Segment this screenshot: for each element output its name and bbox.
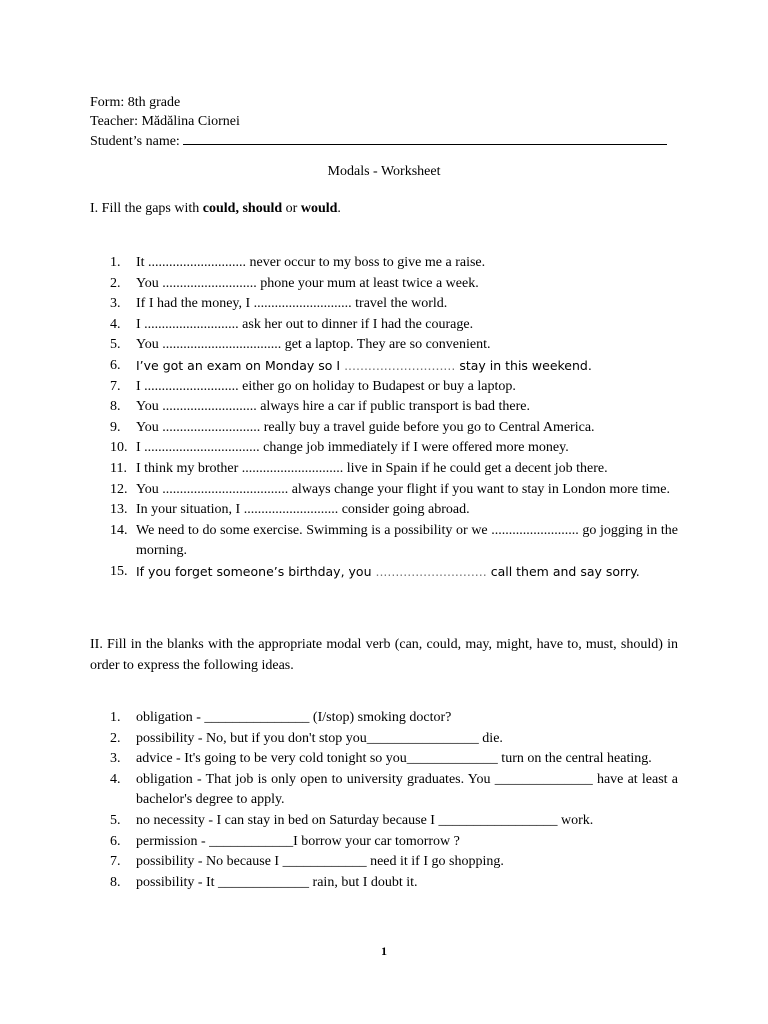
item-text [136, 562, 678, 583]
item-text: If I had the money, I ............................ travel the world. [136, 296, 448, 312]
item-number: 8. [110, 874, 121, 890]
list-item [110, 500, 678, 521]
list-item [110, 397, 678, 418]
item-number: 12. [110, 481, 128, 497]
item-number: 3. [110, 751, 121, 767]
item-number: 4. [110, 771, 121, 787]
item-text: You ........................... always hire a car if public transport is bad there. [136, 399, 530, 415]
item-text: obligation - _______________ (I/stop) smoking doctor? [136, 710, 452, 725]
item-number: 9. [110, 419, 121, 435]
list-item [110, 356, 678, 377]
item-text: permission - ____________I borrow your car tomorrow ? [136, 833, 460, 849]
item-number: 14. [110, 522, 128, 538]
item-number: 15. [110, 563, 128, 579]
item-number: 4. [110, 316, 121, 332]
item-text: It ............................ never occur to my boss to give me a raise. [136, 255, 486, 270]
list-item [110, 770, 678, 811]
item-number: 10. [110, 440, 128, 456]
list-item [110, 521, 678, 562]
list-item [110, 294, 678, 315]
list-item [110, 708, 678, 729]
item-text: I ................................. change job immediately if I were offered more money. [136, 440, 569, 456]
list-item [110, 749, 678, 770]
item-text-part: stay in this weekend. [455, 357, 592, 373]
item-text: You ............................ really buy a travel guide before you go to Central America. [136, 419, 595, 435]
student-name-label: Student’s name: [90, 134, 180, 149]
item-number: 2. [110, 275, 121, 291]
item-text: possibility - No, but if you don't stop you________________ die. [136, 730, 503, 746]
section1-instruction: I. Fill the gaps with could, should or would. [90, 201, 341, 216]
list-item [110, 315, 678, 336]
list-item [110, 418, 678, 439]
teacher-line: Teacher: Mădălina Ciornei [90, 114, 240, 129]
item-text: In your situation, I ........................... consider going abroad. [136, 502, 470, 518]
item-text: I ........................... either go on holiday to Budapest or buy a laptop. [136, 378, 516, 394]
item-number: 1. [110, 255, 121, 270]
item-text: possibility - No because I ____________ need it if I go shopping. [136, 854, 504, 870]
list-item [110, 480, 678, 501]
list-item [110, 377, 678, 398]
item-number: 13. [110, 502, 128, 518]
section1-list [110, 253, 678, 583]
list-item [110, 335, 678, 356]
item-text: obligation - That job is only open to university graduates. You ______________ have at least a bachelor's degree to apply. [136, 771, 678, 808]
item-text: advice - It's going to be very cold tonight so you_____________ turn on the central heating. [136, 751, 652, 767]
item-number: 6. [110, 833, 121, 849]
item-number: 1. [110, 710, 121, 725]
list-item [110, 852, 678, 873]
item-text-part: call them and say sorry. [486, 563, 640, 579]
worksheet-title: Modals - Worksheet [327, 164, 441, 179]
list-item [110, 873, 678, 894]
item-text: no necessity - I can stay in bed on Saturday because I _________________ work. [136, 812, 594, 828]
item-text: I ........................... ask her out to dinner if I had the courage. [136, 316, 474, 332]
form-line: Form: 8th grade [90, 95, 181, 110]
student-name-line [90, 131, 667, 151]
item-number: 5. [110, 337, 121, 353]
gap-dots: ............................ [375, 563, 487, 579]
item-number: 7. [110, 854, 121, 870]
page-number: 1 [381, 944, 387, 958]
item-text [136, 356, 678, 377]
item-number: 2. [110, 730, 121, 746]
item-text-part: I’ve got an exam on Monday so I [136, 357, 345, 373]
item-text: You .................................. get a laptop. They are so convenient. [136, 337, 491, 353]
list-item [110, 811, 678, 832]
item-text-part: If you forget someone’s birthday, you [136, 563, 376, 579]
gap-dots: ............................ [344, 357, 456, 373]
list-item [110, 832, 678, 853]
item-number: 3. [110, 296, 121, 312]
item-text: I think my brother ............................. live in Spain if he could get a decent job there. [136, 460, 608, 476]
section2-list [110, 708, 678, 893]
section2-instruction: II. Fill in the blanks with the appropriate modal verb (can, could, may, might, have to, must, should) in order to express the following ideas. [90, 637, 678, 673]
item-number: 7. [110, 378, 121, 394]
item-number: 8. [110, 399, 121, 415]
list-item [110, 459, 678, 480]
item-number: 6. [110, 357, 121, 373]
item-text: You ........................... phone your mum at least twice a week. [136, 275, 479, 291]
list-item [110, 253, 678, 274]
item-text: possibility - It _____________ rain, but I doubt it. [136, 874, 418, 890]
student-name-blank[interactable] [183, 131, 667, 145]
list-item [110, 562, 678, 583]
item-text: We need to do some exercise. Swimming is a possibility or we ......................... go jogging in the morning. [136, 522, 678, 559]
header-block [90, 93, 667, 151]
list-item [110, 438, 678, 459]
item-number: 5. [110, 812, 121, 828]
item-number: 11. [110, 460, 127, 476]
list-item [110, 729, 678, 750]
list-item [110, 274, 678, 295]
item-text: You .................................... always change your flight if you want to stay in London more time. [136, 481, 671, 497]
